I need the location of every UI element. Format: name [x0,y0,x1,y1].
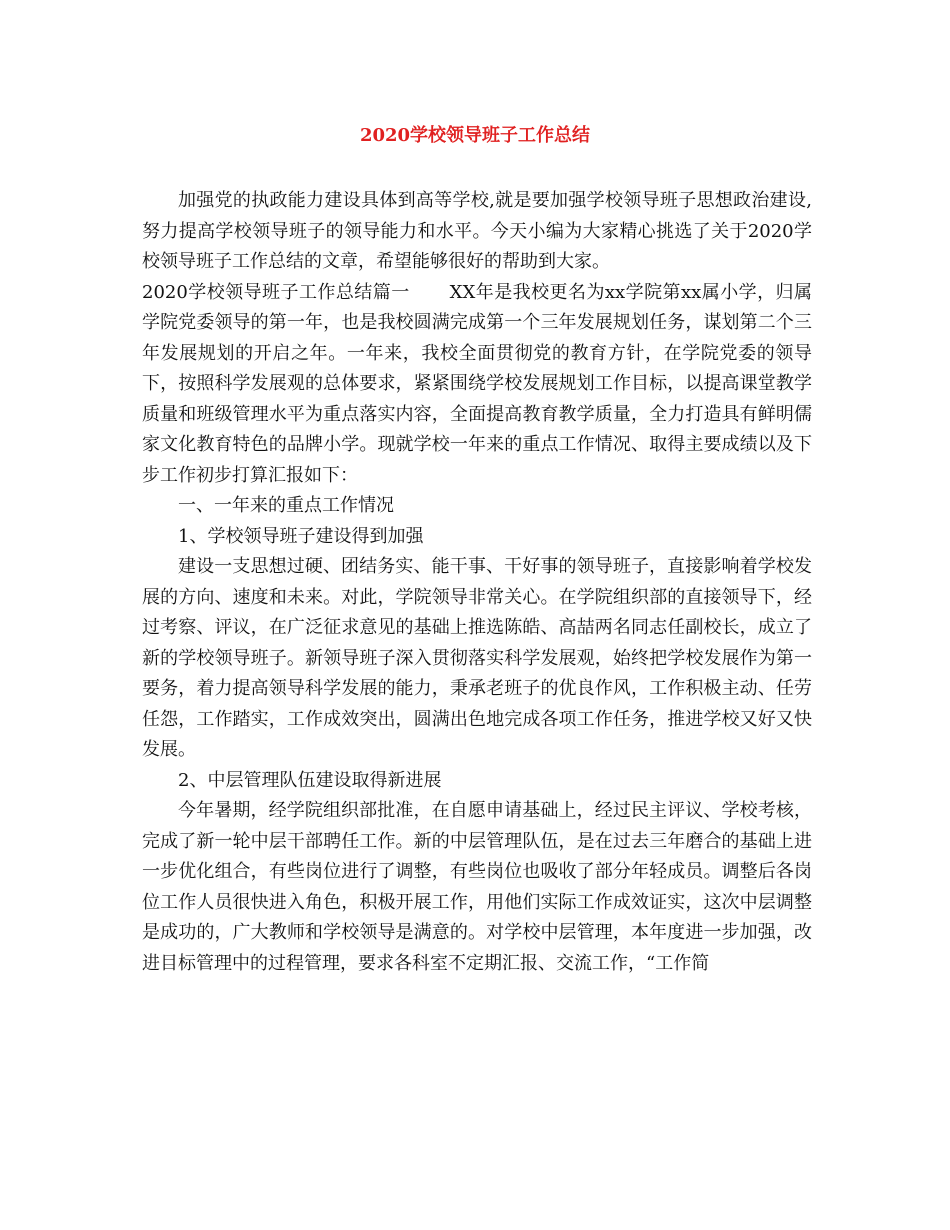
paragraph-2: 今年暑期，经学院组织部批准，在自愿申请基础上，经过民主评议、学校考核，完成了新一轮中层干部聘任工作。新的中层管理队伍，是在过去三年磨合的基础上进一步优化组合，有些岗位进行了调整，有些岗位也吸收了部分年轻成员。调整后各岗位工作人员很快进入角色，积极开展工作，用他们实际工作成效证实，这次中层调整是成功的，广大教师和学校领导是满意的。对学校中层管理，本年度进一步加强，改进目标管理中的过程管理，要求各科室不定期汇报、交流工作，“工作简 [142,800,812,974]
subheading-2: 2、中层管理队伍建设取得新进展 [178,769,442,791]
subheading-1: 1、学校领导班子建设得到加强 [178,525,424,547]
paragraph-1: 建设一支思想过硬、团结务实、能干事、干好事的领导班子，直接影响着学校发展的方向、速度和未来。对此，学院领导非常关心。在学院组织部的直接领导下，经过考察、评议，在广泛征求意见的基础上推选陈皓、高喆两名同志任副校长，成立了新的学校领导班子。新领导班子深入贯彻落实科学发展观，始终把学校发展作为第一要务，着力提高领导科学发展的能力，秉承老班子的优良作风，工作积极主动、任劳任怨，工作踏实，工作成效突出，圆满出色地完成各项工作任务，推进学校又好又快发展。 [142,556,812,760]
document-title: 2020学校领导班子工作总结 [359,125,591,146]
document-body [142,186,812,979]
section-paragraph [142,278,812,492]
heading-1: 一、一年来的重点工作情况 [178,495,394,516]
intro-paragraph: 加强党的执政能力建设具体到高等学校,就是要加强学校领导班子思想政治建设,努力提高学校领导班子的领导能力和水平。今天小编为大家精心挑选了关于2020学校领导班子工作总结的文章，希望能够很好的帮助到大家。 [142,190,812,272]
section-lead: XX年是我校更名为xx学院第xx属小学，归属学院党委领导的第一年，也是我校圆满完成第一个三年发展规划任务，谋划第二个三年发展规划的开启之年。一年来，我校全面贯彻党的教育方针，在学院党委的领导下，按照科学发展观的总体要求，紧紧围绕学校发展规划工作目标，以提高课堂教学质量和班级管理水平为重点落实内容，全面提高教育教学质量，全力打造具有鲜明儒家文化教育特色的品牌小学。现就学校一年来的重点工作情况、取得主要成绩以及下步工作初步打算汇报如下： [142,281,813,486]
section-label: 2020学校领导班子工作总结篇一 [142,281,410,303]
